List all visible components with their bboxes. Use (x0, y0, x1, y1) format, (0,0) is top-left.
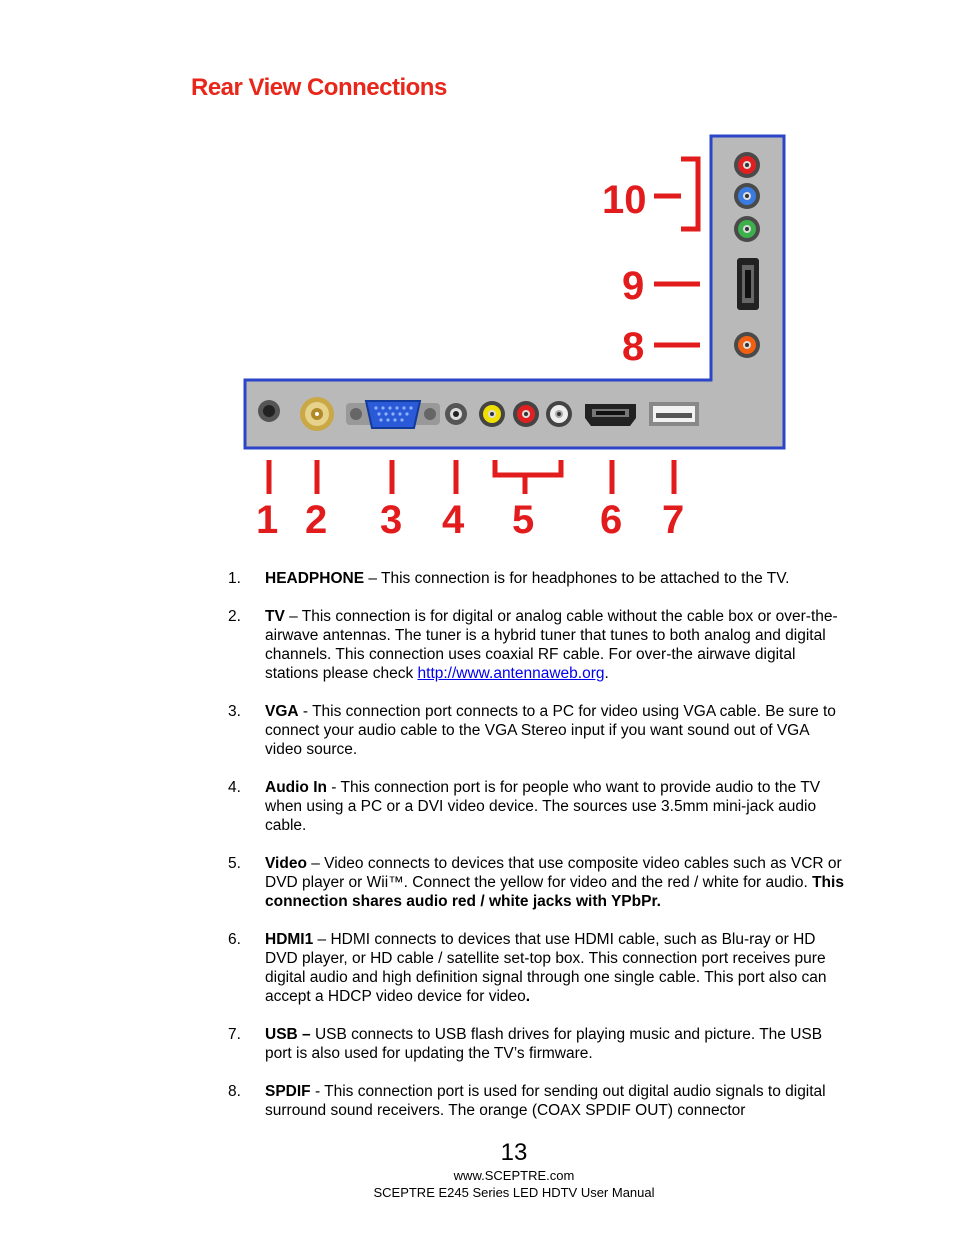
item-term: Video (265, 855, 307, 872)
item-text: – This connection is for digital or analog cable without the cable box or over-the-airwave antennas. The tuner is a hybrid tuner that tunes to both analog and digital channels. This connection uses coaxial RF cable. For over-the airwave digital stations please check (265, 608, 838, 682)
headphone-jack (258, 400, 280, 422)
item-number: 3. (228, 703, 241, 720)
item-number: 8. (228, 1083, 241, 1100)
hdmi1-port (585, 404, 636, 426)
item-term: HDMI1 (265, 931, 314, 948)
list-item (228, 607, 848, 683)
footer-manual-name: SCEPTRE E245 Series LED HDTV User Manual (373, 1185, 655, 1200)
item-term: SPDIF (265, 1083, 311, 1100)
callout-number: 5 (512, 498, 535, 542)
page-title: Rear View Connections (191, 74, 447, 101)
callout-number: 10 (602, 178, 647, 222)
connection-list (228, 569, 848, 1139)
list-item (228, 702, 848, 759)
item-bold-tail: . (525, 988, 531, 1005)
item-text: USB connects to USB flash drives for playing music and picture. The USB port is also used for updating the TV’s firmware. (265, 1026, 823, 1062)
callout-number: 1 (256, 498, 279, 542)
footer-website: www.SCEPTRE.com (453, 1168, 575, 1183)
item-term: TV (265, 608, 285, 625)
item-number: 7. (228, 1026, 241, 1043)
composite-video-yellow-jack (479, 401, 505, 427)
item-text: - This connection port is for people who want to provide audio to the TV when using a PC or a DVI video device. The sources use 3.5mm mini-jack audio cable. (265, 779, 821, 834)
list-item (228, 930, 848, 1006)
callout-number: 7 (662, 498, 685, 542)
item-number: 2. (228, 608, 241, 625)
item-number: 5. (228, 855, 241, 872)
item-text: - This connection port is used for sending out digital audio signals to digital surround sound receivers. The orange (COAX SPDIF OUT) connector (265, 1083, 826, 1119)
item-term: VGA (265, 703, 299, 720)
item-term: Audio In (265, 779, 327, 796)
item-term: HEADPHONE (265, 570, 365, 587)
list-item (228, 569, 848, 588)
component-jack-green (734, 216, 760, 242)
usb-port (649, 402, 699, 426)
item-text: – HDMI connects to devices that use HDMI cable, such as Blu-ray or HD DVD player, or HD cable / satellite set-top box. This connection port receives pure digital audio and high definition signal through one single cable. This port also can accept a HDCP video device for video (265, 931, 827, 1005)
hdmi-vertical-port (737, 258, 759, 310)
component-jack-blue (734, 183, 760, 209)
callout-number: 4 (442, 498, 465, 542)
item-text: – This connection is for headphones to be attached to the TV. (364, 570, 790, 587)
list-item (228, 1025, 848, 1063)
item-number: 4. (228, 779, 241, 796)
callout-number: 3 (380, 498, 403, 542)
component-jack-red (734, 152, 760, 178)
list-item (228, 1082, 848, 1120)
item-text: – Video connects to devices that use composite video cables such as VCR or DVD player or Wii™. Connect the yellow for video and the red / white for audio. (265, 855, 842, 891)
spdif-jack (734, 332, 760, 358)
item-text: - This connection port connects to a PC for video using VGA cable. Be sure to connect your audio cable to the VGA Stereo input if you want sound out of VGA video source. (265, 703, 836, 758)
antennaweb-link[interactable]: http://www.antennaweb.org (417, 665, 605, 682)
audio-red-jack (513, 401, 539, 427)
audio-white-jack (546, 401, 572, 427)
list-item (228, 778, 848, 835)
item-bold-tail: This connection shares audio red / white jacks with YPbPr. (265, 874, 844, 910)
item-text-after: . (604, 665, 609, 682)
rear-panel-diagram (0, 0, 954, 560)
item-term: USB – (265, 1026, 311, 1043)
item-number: 6. (228, 931, 241, 948)
coax-tv-port (300, 397, 334, 431)
callout-number: 2 (305, 498, 328, 542)
vga-port (346, 401, 440, 428)
callout-number: 6 (600, 498, 623, 542)
callout-number: 9 (622, 264, 645, 308)
audio-in-jack (445, 403, 467, 425)
page-number: 13 (500, 1139, 528, 1166)
list-item (228, 854, 848, 911)
callout-number: 8 (622, 325, 645, 369)
item-number: 1. (228, 570, 241, 587)
